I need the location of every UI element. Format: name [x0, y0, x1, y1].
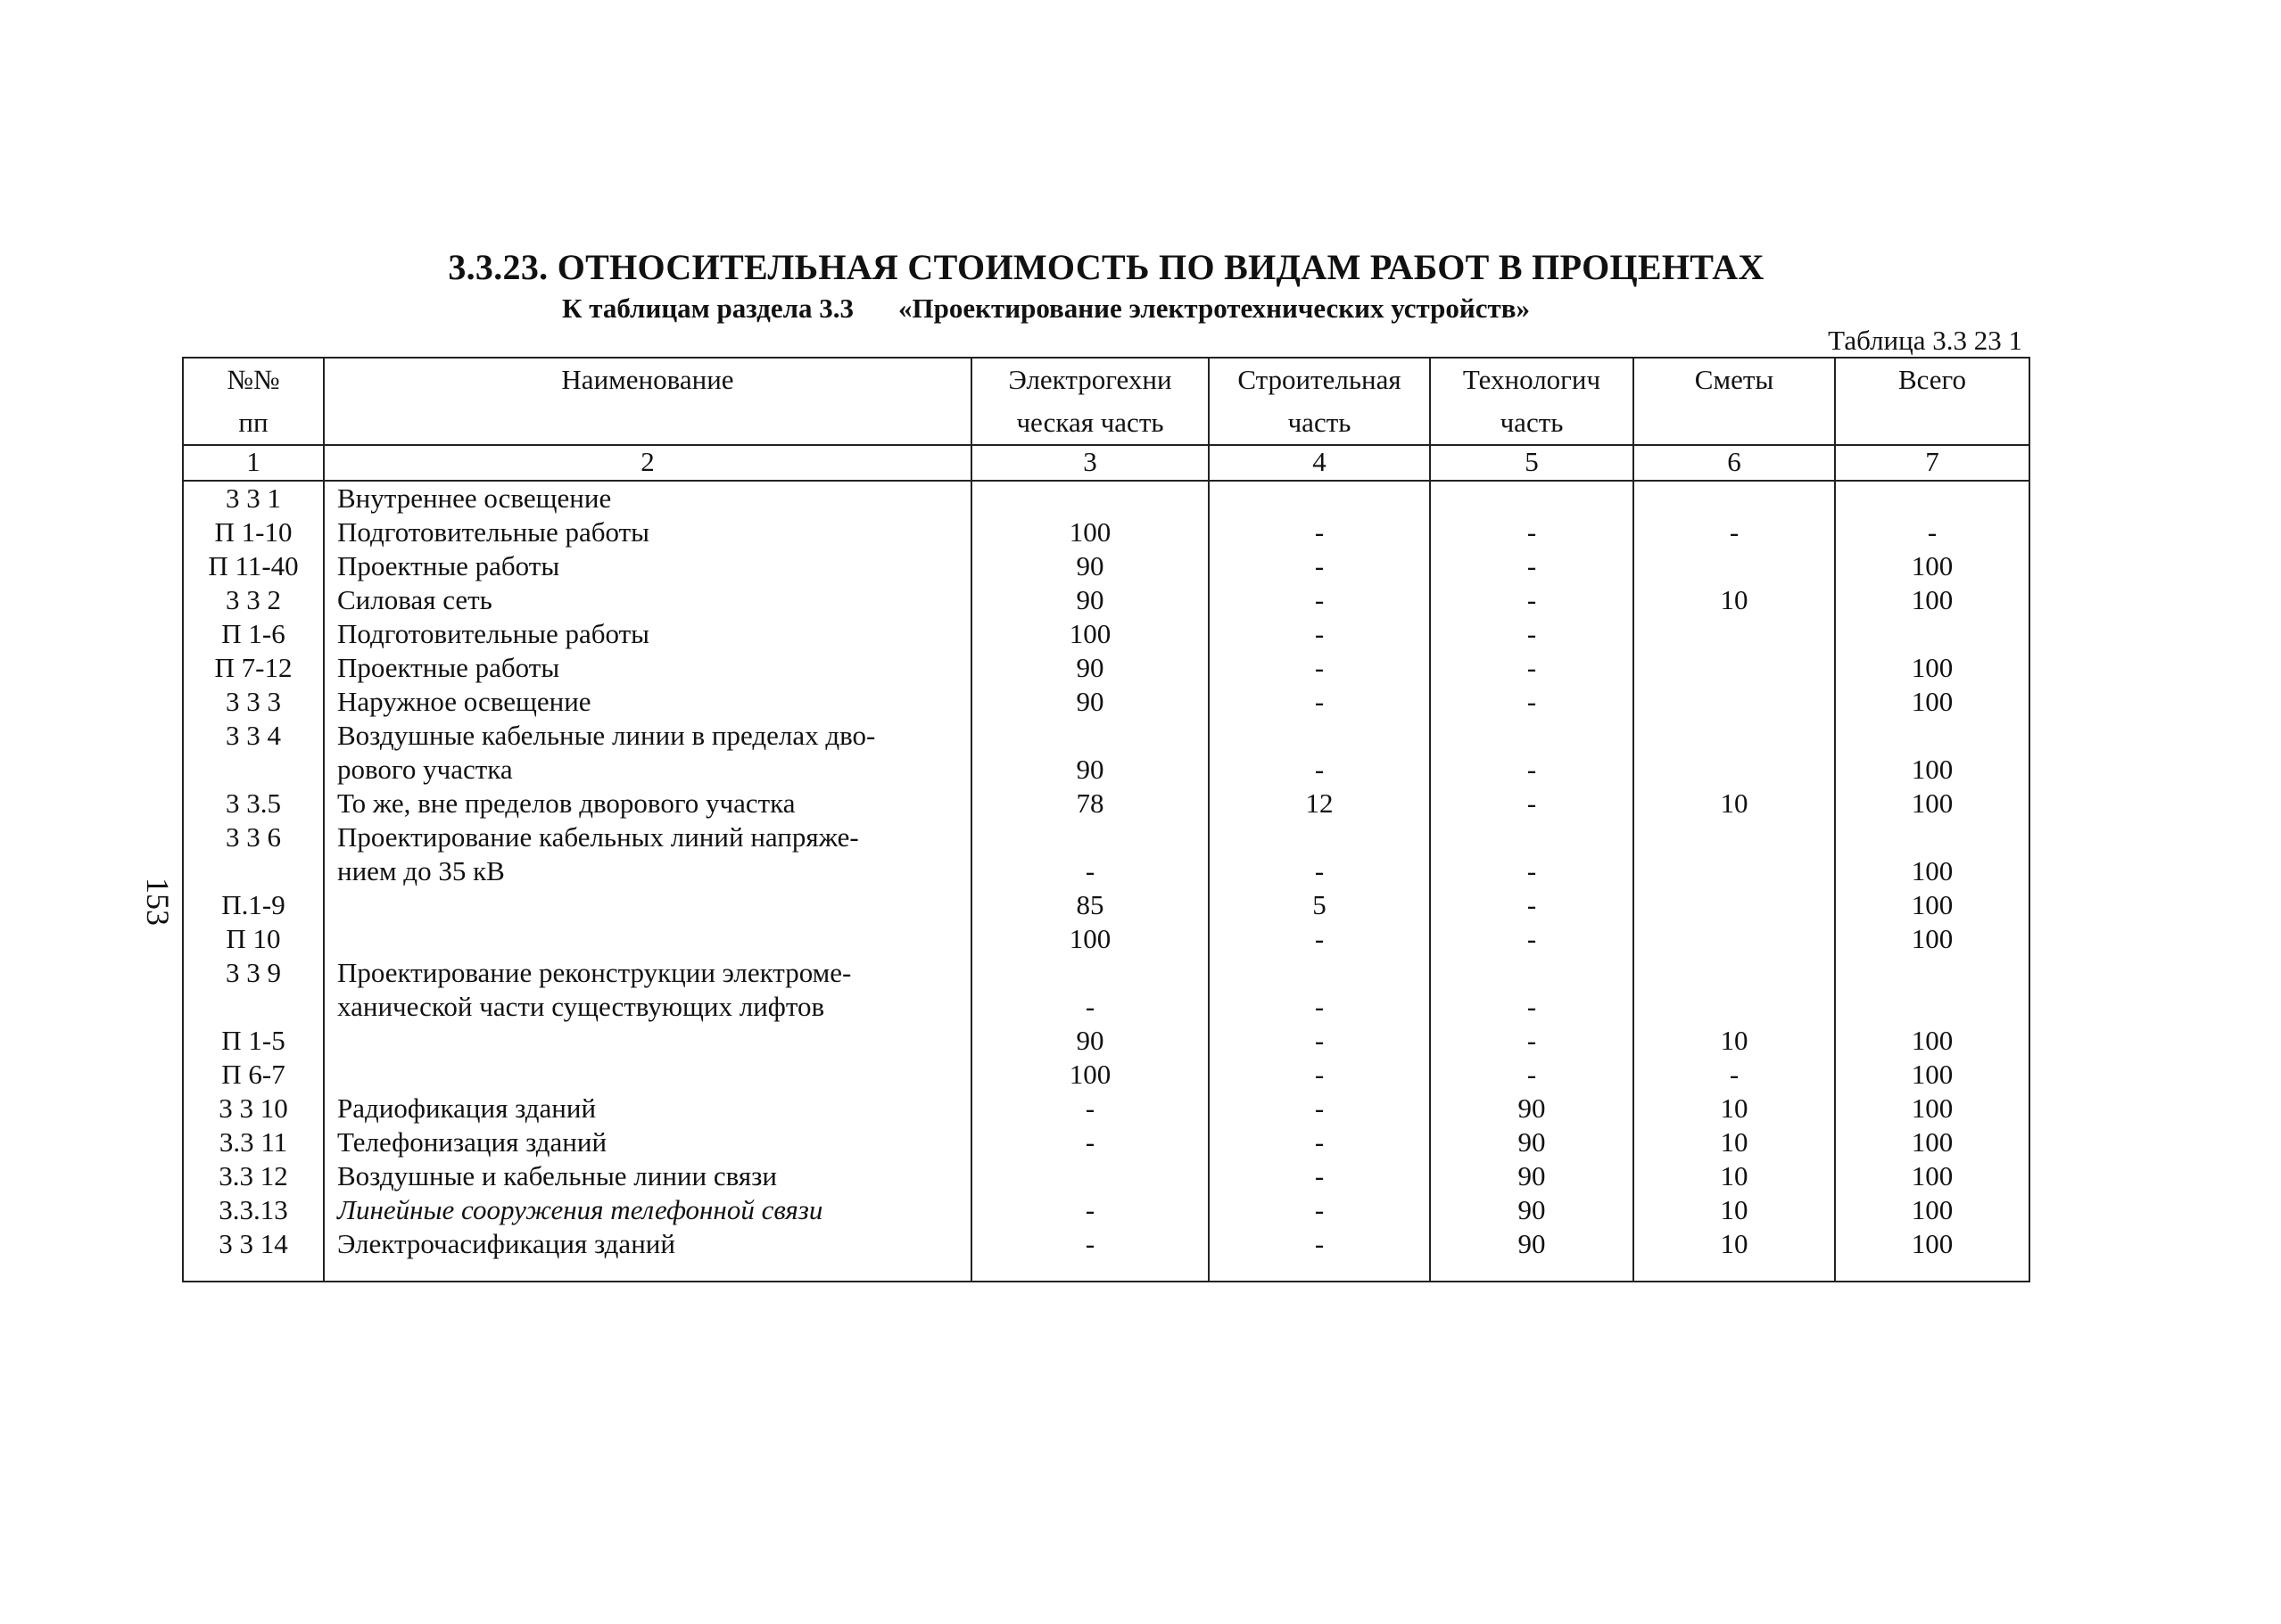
- row-name-cell: Силовая сеть: [324, 583, 971, 617]
- electrical-part-cell: 90: [971, 1024, 1209, 1058]
- table-row: [183, 549, 2029, 583]
- construction-part-cell: -: [1209, 1092, 1430, 1125]
- technological-part-cell: -: [1430, 515, 1633, 549]
- total-cell: 100: [1835, 1125, 2029, 1159]
- estimates-cell: [1633, 685, 1835, 719]
- total-cell: 100: [1835, 753, 2029, 787]
- technological-part-cell: 90: [1430, 1193, 1633, 1227]
- total-cell: 100: [1835, 1193, 2029, 1227]
- electrical-part-cell: [971, 820, 1209, 854]
- table-row: [183, 651, 2029, 685]
- total-cell: 100: [1835, 787, 2029, 820]
- technological-part-cell: -: [1430, 888, 1633, 922]
- row-name-cell: То же, вне пределов дворового участка: [324, 787, 971, 820]
- row-number-cell: П.1-9: [183, 888, 324, 922]
- page-number: 153: [140, 878, 176, 926]
- row-number-cell: [183, 854, 324, 888]
- row-name-cell: Подготовительные работы: [324, 617, 971, 651]
- electrical-part-cell: 78: [971, 787, 1209, 820]
- construction-part-cell: [1209, 719, 1430, 753]
- construction-part-cell: -: [1209, 922, 1430, 956]
- estimates-cell: -: [1633, 515, 1835, 549]
- column-number: 4: [1209, 445, 1430, 481]
- electrical-part-cell: -: [971, 1092, 1209, 1125]
- electrical-part-cell: -: [971, 1125, 1209, 1159]
- row-number-cell: 3.3 11: [183, 1125, 324, 1159]
- electrical-part-cell: 90: [971, 549, 1209, 583]
- total-cell: 100: [1835, 1092, 2029, 1125]
- table-row: [183, 617, 2029, 651]
- total-cell: 100: [1835, 685, 2029, 719]
- construction-part-cell: -: [1209, 1125, 1430, 1159]
- table-row: [183, 1058, 2029, 1092]
- construction-part-cell: -: [1209, 753, 1430, 787]
- row-name-cell: Радиофикация зданий: [324, 1092, 971, 1125]
- technological-part-cell: 90: [1430, 1227, 1633, 1282]
- table-row: [183, 820, 2029, 854]
- row-number-cell: 3 3 14: [183, 1227, 324, 1282]
- technological-part-cell: -: [1430, 583, 1633, 617]
- row-name-cell: нием до 35 кВ: [324, 854, 971, 888]
- estimates-cell: 10: [1633, 1227, 1835, 1282]
- table-row: [183, 1159, 2029, 1193]
- estimates-cell: -: [1633, 1058, 1835, 1092]
- table-row: [183, 685, 2029, 719]
- technological-part-cell: 90: [1430, 1159, 1633, 1193]
- technological-part-cell: -: [1430, 1024, 1633, 1058]
- estimates-cell: [1633, 854, 1835, 888]
- construction-part-cell: -: [1209, 854, 1430, 888]
- total-cell: [1835, 481, 2029, 515]
- estimates-cell: [1633, 820, 1835, 854]
- row-number-cell: 3 3.5: [183, 787, 324, 820]
- header-number: №№: [183, 358, 324, 401]
- technological-part-cell: -: [1430, 753, 1633, 787]
- electrical-part-cell: 85: [971, 888, 1209, 922]
- electrical-part-cell: [971, 481, 1209, 515]
- row-name-cell: [324, 888, 971, 922]
- table-row: [183, 481, 2029, 515]
- construction-part-cell: -: [1209, 990, 1430, 1024]
- technological-part-cell: 90: [1430, 1092, 1633, 1125]
- header-number-cont: пп: [183, 401, 324, 445]
- total-cell: -: [1835, 515, 2029, 549]
- row-number-cell: 3 3 1: [183, 481, 324, 515]
- technological-part-cell: [1430, 820, 1633, 854]
- construction-part-cell: -: [1209, 651, 1430, 685]
- row-number-cell: [183, 753, 324, 787]
- estimates-cell: [1633, 922, 1835, 956]
- row-name-cell: Воздушные кабельные линии в пределах дво-: [324, 719, 971, 753]
- table-row: [183, 888, 2029, 922]
- electrical-part-cell: [971, 1159, 1209, 1193]
- header-row-top: [183, 358, 2029, 401]
- estimates-cell: [1633, 651, 1835, 685]
- technological-part-cell: -: [1430, 549, 1633, 583]
- row-number-cell: П 11-40: [183, 549, 324, 583]
- technological-part-cell: 90: [1430, 1125, 1633, 1159]
- technological-part-cell: -: [1430, 651, 1633, 685]
- electrical-part-cell: 100: [971, 1058, 1209, 1092]
- electrical-part-cell: -: [971, 1193, 1209, 1227]
- row-number-cell: П 1-6: [183, 617, 324, 651]
- header-electrical: Электрогехни: [971, 358, 1209, 401]
- total-cell: 100: [1835, 1058, 2029, 1092]
- estimates-cell: [1633, 549, 1835, 583]
- header-estimates-cont: [1633, 401, 1835, 445]
- subtitle-reference: К таблицам раздела 3.3: [562, 293, 855, 324]
- total-cell: [1835, 956, 2029, 990]
- row-number-cell: [183, 990, 324, 1024]
- construction-part-cell: 12: [1209, 787, 1430, 820]
- construction-part-cell: 5: [1209, 888, 1430, 922]
- total-cell: [1835, 617, 2029, 651]
- table-row: [183, 956, 2029, 990]
- row-name-cell: Внутреннее освещение: [324, 481, 971, 515]
- row-number-cell: П 7-12: [183, 651, 324, 685]
- construction-part-cell: -: [1209, 1227, 1430, 1282]
- technological-part-cell: -: [1430, 854, 1633, 888]
- header-total-cont: [1835, 401, 2029, 445]
- technological-part-cell: -: [1430, 990, 1633, 1024]
- construction-part-cell: -: [1209, 583, 1430, 617]
- estimates-cell: 10: [1633, 787, 1835, 820]
- technological-part-cell: -: [1430, 787, 1633, 820]
- technological-part-cell: [1430, 719, 1633, 753]
- header-construction: Строительная: [1209, 358, 1430, 401]
- estimates-cell: 10: [1633, 1193, 1835, 1227]
- total-cell: [1835, 719, 2029, 753]
- table-row: [183, 1024, 2029, 1058]
- electrical-part-cell: -: [971, 854, 1209, 888]
- page-subtitle: [562, 293, 1530, 325]
- row-name-cell: Проектные работы: [324, 549, 971, 583]
- column-number: 7: [1835, 445, 2029, 481]
- table-row: [183, 583, 2029, 617]
- column-number: 2: [324, 445, 971, 481]
- total-cell: 100: [1835, 583, 2029, 617]
- technological-part-cell: -: [1430, 617, 1633, 651]
- row-number-cell: 3 3 10: [183, 1092, 324, 1125]
- table-row: [183, 719, 2029, 753]
- row-name-cell: Воздушные и кабельные линии связи: [324, 1159, 971, 1193]
- table-row: [183, 922, 2029, 956]
- header-construction-cont: часть: [1209, 401, 1430, 445]
- table-row: [183, 753, 2029, 787]
- estimates-cell: 10: [1633, 1092, 1835, 1125]
- table-row: [183, 1227, 2029, 1282]
- page-title: 3.3.23. ОТНОСИТЕЛЬНАЯ СТОИМОСТЬ ПО ВИДАМ РАБОТ В ПРОЦЕНТАХ: [448, 247, 1764, 287]
- construction-part-cell: -: [1209, 617, 1430, 651]
- row-name-cell: Наружное освещение: [324, 685, 971, 719]
- total-cell: 100: [1835, 1024, 2029, 1058]
- column-number-row: [183, 445, 2029, 481]
- total-cell: 100: [1835, 854, 2029, 888]
- table-row: [183, 1193, 2029, 1227]
- table-row: [183, 515, 2029, 549]
- construction-part-cell: [1209, 481, 1430, 515]
- electrical-part-cell: -: [971, 990, 1209, 1024]
- electrical-part-cell: 100: [971, 617, 1209, 651]
- total-cell: [1835, 820, 2029, 854]
- row-name-cell: [324, 1024, 971, 1058]
- estimates-cell: [1633, 990, 1835, 1024]
- electrical-part-cell: 90: [971, 685, 1209, 719]
- construction-part-cell: [1209, 956, 1430, 990]
- construction-part-cell: -: [1209, 1058, 1430, 1092]
- estimates-cell: [1633, 888, 1835, 922]
- row-number-cell: 3 3 4: [183, 719, 324, 753]
- row-number-cell: П 10: [183, 922, 324, 956]
- total-cell: 100: [1835, 922, 2029, 956]
- header-row-bottom: [183, 401, 2029, 445]
- construction-part-cell: -: [1209, 1193, 1430, 1227]
- estimates-cell: [1633, 617, 1835, 651]
- row-name-cell: Проектирование реконструкции электроме-: [324, 956, 971, 990]
- row-name-cell: Проектирование кабельных линий напряже-: [324, 820, 971, 854]
- column-number: 3: [971, 445, 1209, 481]
- header-estimates: Сметы: [1633, 358, 1835, 401]
- estimates-cell: 10: [1633, 1125, 1835, 1159]
- electrical-part-cell: 90: [971, 753, 1209, 787]
- construction-part-cell: -: [1209, 685, 1430, 719]
- construction-part-cell: [1209, 820, 1430, 854]
- table-row: [183, 990, 2029, 1024]
- total-cell: 100: [1835, 549, 2029, 583]
- row-number-cell: 3 3 9: [183, 956, 324, 990]
- column-number: 5: [1430, 445, 1633, 481]
- technological-part-cell: [1430, 956, 1633, 990]
- electrical-part-cell: [971, 956, 1209, 990]
- row-name-cell: Подготовительные работы: [324, 515, 971, 549]
- row-number-cell: 3 3 6: [183, 820, 324, 854]
- row-name-cell: [324, 1058, 971, 1092]
- construction-part-cell: -: [1209, 515, 1430, 549]
- estimates-cell: [1633, 719, 1835, 753]
- header-technological: Технологич: [1430, 358, 1633, 401]
- electrical-part-cell: 90: [971, 583, 1209, 617]
- estimates-cell: [1633, 956, 1835, 990]
- row-name-cell: Электрочасификация зданий: [324, 1227, 971, 1282]
- electrical-part-cell: -: [971, 1227, 1209, 1282]
- relative-cost-table: [182, 357, 2030, 1282]
- table-caption: Таблица 3.3 23 1: [1828, 325, 2022, 356]
- row-number-cell: П 1-10: [183, 515, 324, 549]
- table-row: [183, 854, 2029, 888]
- technological-part-cell: -: [1430, 922, 1633, 956]
- header-electrical-cont: ческая часть: [971, 401, 1209, 445]
- row-name-cell: Проектные работы: [324, 651, 971, 685]
- total-cell: 100: [1835, 1159, 2029, 1193]
- technological-part-cell: -: [1430, 685, 1633, 719]
- row-name-cell: ханической части существующих лифтов: [324, 990, 971, 1024]
- row-number-cell: 3.3 12: [183, 1159, 324, 1193]
- row-number-cell: П 6-7: [183, 1058, 324, 1092]
- estimates-cell: [1633, 753, 1835, 787]
- total-cell: 100: [1835, 888, 2029, 922]
- table-body: [183, 481, 2029, 1282]
- table-row: [183, 1092, 2029, 1125]
- electrical-part-cell: [971, 719, 1209, 753]
- row-number-cell: 3 3 2: [183, 583, 324, 617]
- row-number-cell: 3.3.13: [183, 1193, 324, 1227]
- table-row: [183, 787, 2029, 820]
- subtitle-section-name: «Проектирование электротехнических устройств»: [898, 293, 1530, 324]
- header-name-cont: [324, 401, 971, 445]
- row-name-cell: Телефонизация зданий: [324, 1125, 971, 1159]
- row-number-cell: П 1-5: [183, 1024, 324, 1058]
- row-name-cell: Линейные сооружения телефонной связи: [324, 1193, 971, 1227]
- estimates-cell: 10: [1633, 1024, 1835, 1058]
- row-name-cell: рового участка: [324, 753, 971, 787]
- technological-part-cell: -: [1430, 1058, 1633, 1092]
- total-cell: [1835, 990, 2029, 1024]
- total-cell: 100: [1835, 651, 2029, 685]
- column-number: 6: [1633, 445, 1835, 481]
- electrical-part-cell: 100: [971, 922, 1209, 956]
- electrical-part-cell: 90: [971, 651, 1209, 685]
- estimates-cell: [1633, 481, 1835, 515]
- construction-part-cell: -: [1209, 1024, 1430, 1058]
- estimates-cell: 10: [1633, 583, 1835, 617]
- construction-part-cell: -: [1209, 549, 1430, 583]
- total-cell: 100: [1835, 1227, 2029, 1282]
- electrical-part-cell: 100: [971, 515, 1209, 549]
- row-name-cell: [324, 922, 971, 956]
- row-number-cell: 3 3 3: [183, 685, 324, 719]
- technological-part-cell: [1430, 481, 1633, 515]
- header-total: Всего: [1835, 358, 2029, 401]
- column-number: 1: [183, 445, 324, 481]
- header-technological-cont: часть: [1430, 401, 1633, 445]
- table-row: [183, 1125, 2029, 1159]
- header-name: Наименование: [324, 358, 971, 401]
- construction-part-cell: -: [1209, 1159, 1430, 1193]
- estimates-cell: 10: [1633, 1159, 1835, 1193]
